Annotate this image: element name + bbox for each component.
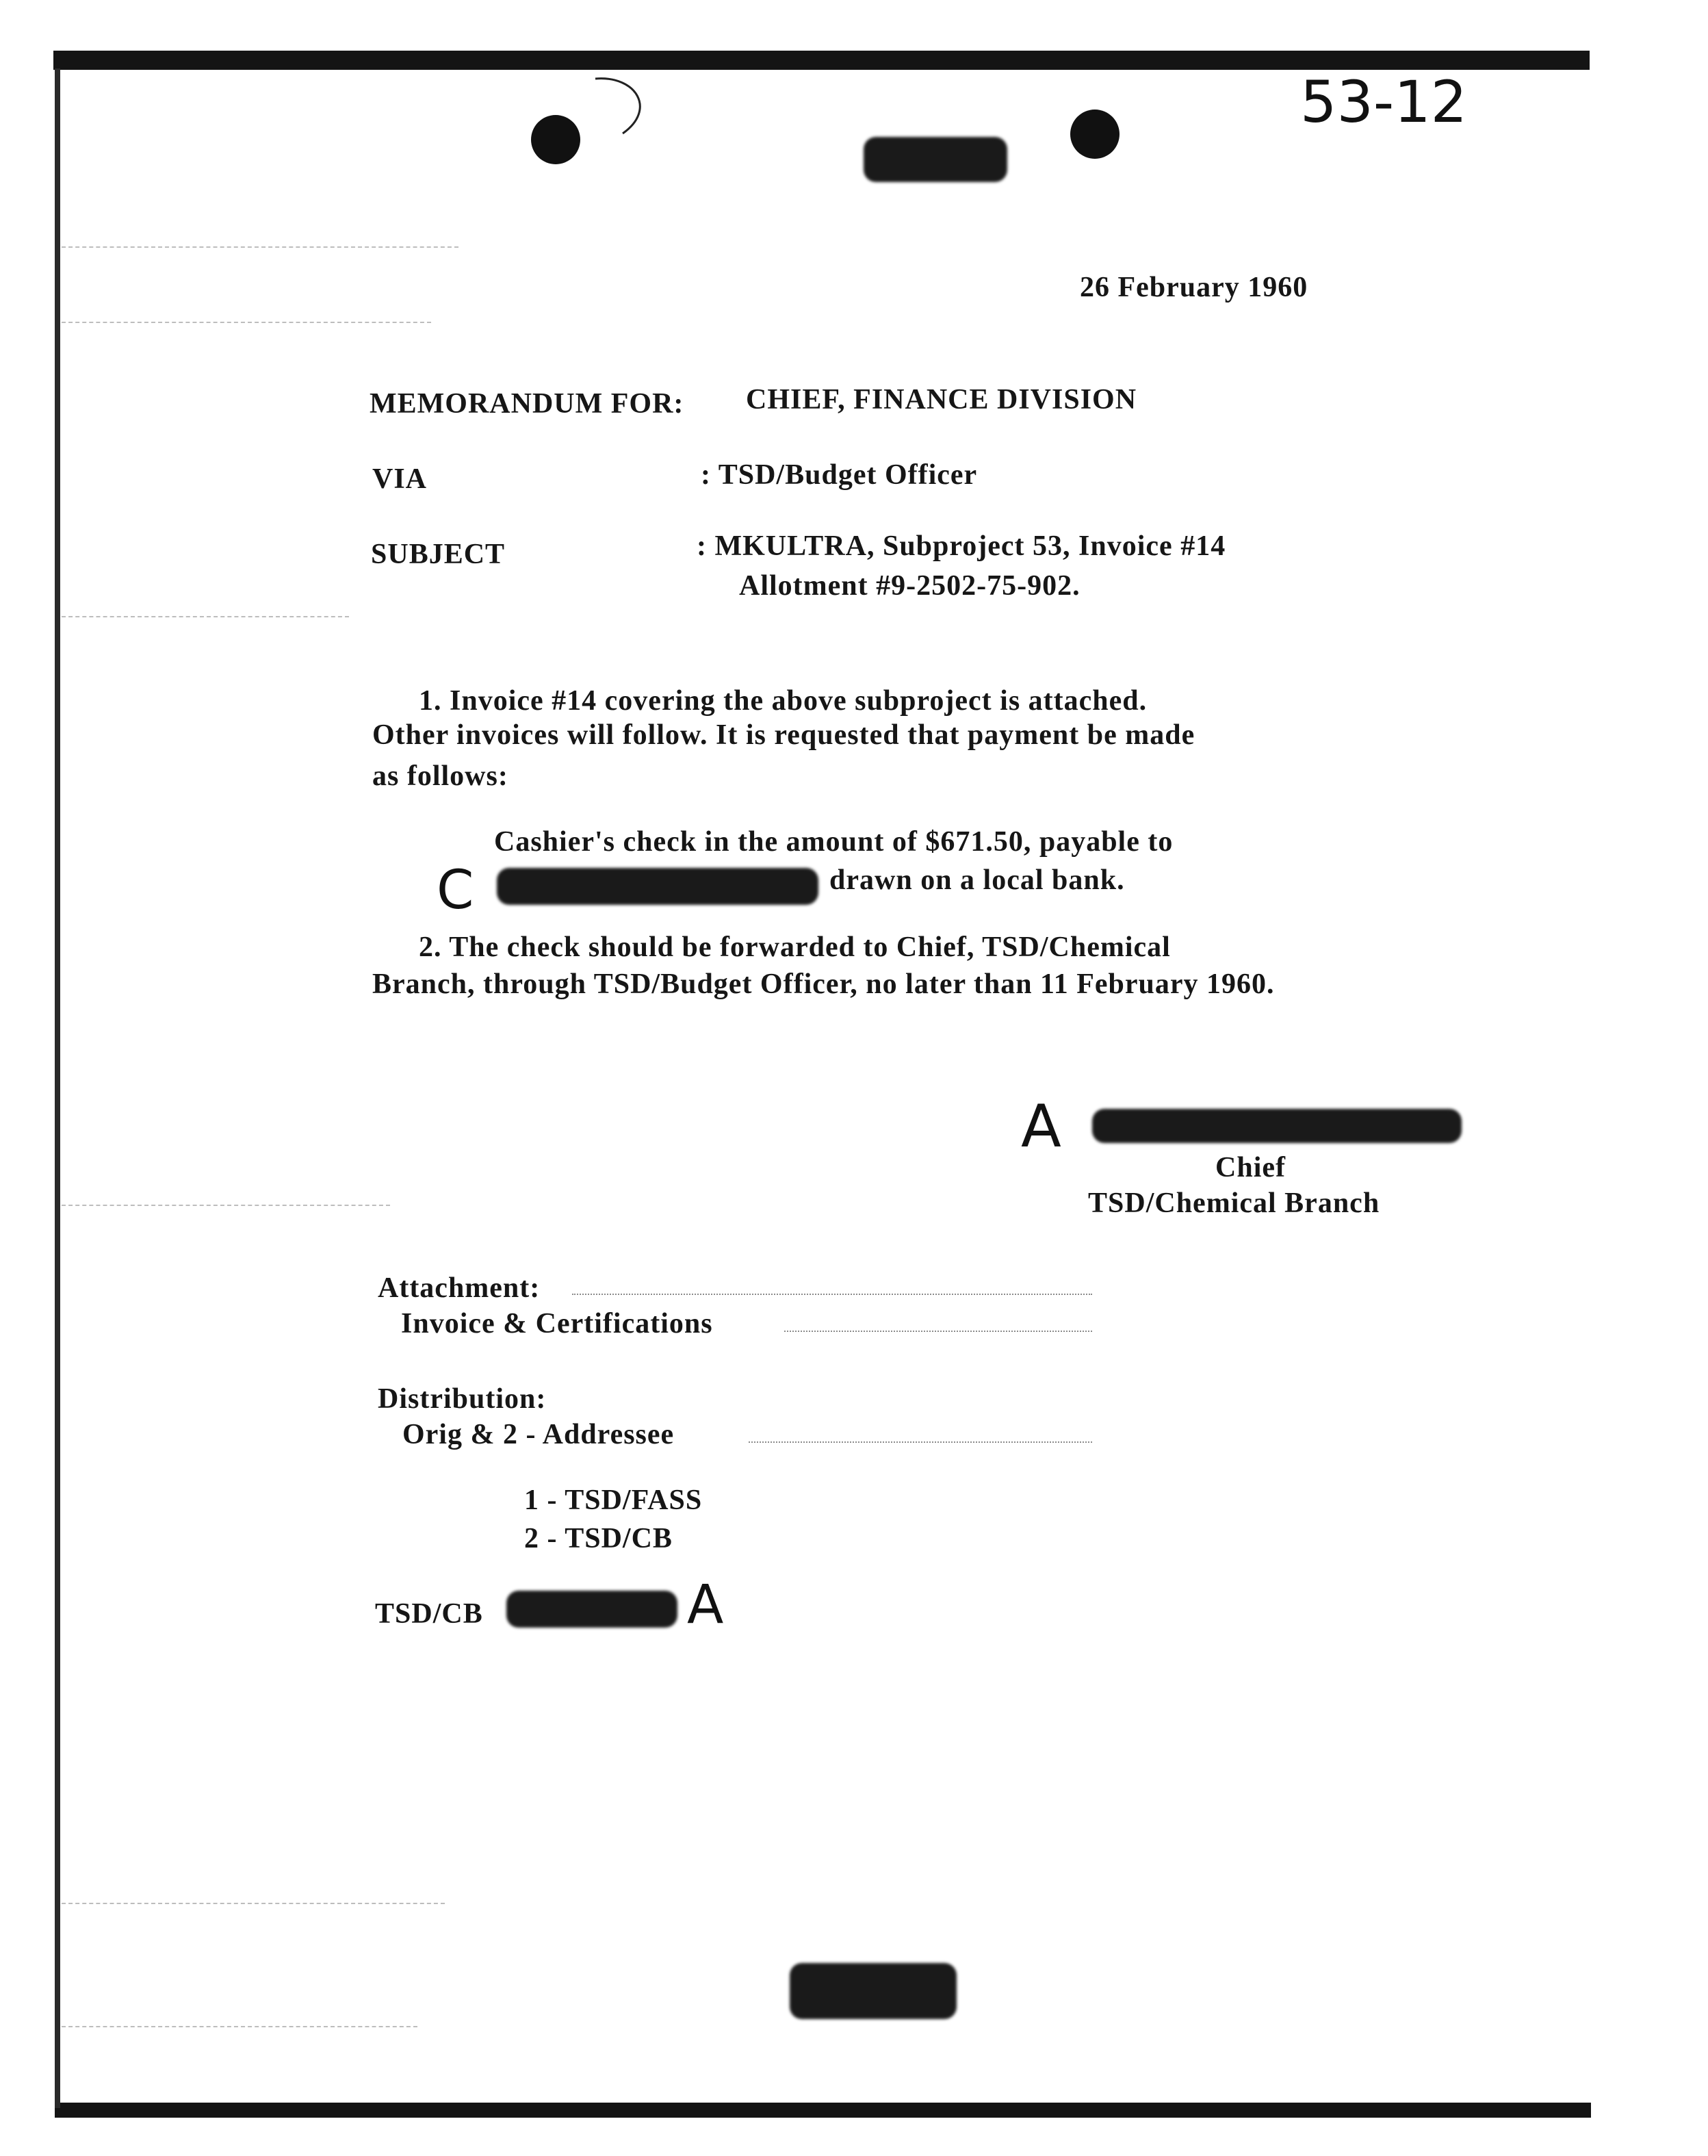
paragraph-1-line-2: Other invoices will follow. It is requested that payment be made bbox=[372, 719, 1195, 751]
via-label: VIA bbox=[372, 463, 428, 495]
scan-noise bbox=[62, 1903, 445, 1904]
attachment-item: Invoice & Certifications bbox=[401, 1308, 713, 1339]
scan-noise bbox=[62, 616, 349, 617]
subject-line-1: : MKULTRA, Subproject 53, Invoice #14 bbox=[697, 530, 1226, 562]
attachment-label: Attachment: bbox=[378, 1272, 541, 1304]
check-line-2: drawn on a local bank. bbox=[829, 864, 1125, 896]
check-line-1: Cashier's check in the amount of $671.50, payable to bbox=[494, 826, 1174, 858]
form-rule bbox=[784, 1331, 1092, 1332]
redaction-bottom bbox=[790, 1963, 957, 2019]
memo-date: 26 February 1960 bbox=[1080, 272, 1308, 303]
redaction-signature bbox=[1092, 1109, 1462, 1143]
pencil-curve-mark bbox=[582, 68, 657, 144]
handwritten-c-mark: C bbox=[437, 860, 474, 921]
scan-noise bbox=[62, 322, 431, 323]
redaction-top bbox=[864, 137, 1007, 182]
distribution-line-1: Orig & 2 - Addressee bbox=[402, 1419, 675, 1450]
redaction-initials bbox=[506, 1591, 677, 1628]
distribution-line-2: 1 - TSD/FASS bbox=[524, 1485, 703, 1516]
originator-code: TSD/CB bbox=[375, 1598, 483, 1630]
memorandum-for-value: CHIEF, FINANCE DIVISION bbox=[746, 384, 1137, 415]
memorandum-for-label: MEMORANDUM FOR: bbox=[370, 388, 684, 420]
punch-hole-left bbox=[531, 115, 580, 164]
scan-left-edge bbox=[55, 68, 60, 2108]
punch-hole-right bbox=[1070, 110, 1120, 159]
redaction-payee bbox=[497, 868, 818, 905]
handwritten-a-footer-mark: A bbox=[687, 1574, 724, 1636]
paragraph-2-line-1: 2. The check should be forwarded to Chief, TSD/Chemical bbox=[419, 932, 1171, 963]
distribution-line-3: 2 - TSD/CB bbox=[524, 1523, 673, 1554]
paragraph-1-line-1: 1. Invoice #14 covering the above subproject is attached. bbox=[419, 685, 1148, 717]
scan-top-edge bbox=[53, 51, 1590, 70]
signer-title-line-1: Chief bbox=[1215, 1152, 1286, 1183]
file-number: 53-12 bbox=[1300, 68, 1468, 136]
paragraph-1-line-3: as follows: bbox=[372, 760, 508, 792]
form-rule bbox=[749, 1441, 1092, 1443]
scan-noise bbox=[62, 2026, 417, 2027]
scan-noise bbox=[62, 1205, 390, 1206]
form-rule bbox=[572, 1294, 1092, 1295]
signer-title-line-2: TSD/Chemical Branch bbox=[1088, 1188, 1380, 1219]
scan-bottom-edge bbox=[55, 2103, 1591, 2118]
subject-line-2: Allotment #9-2502-75-902. bbox=[739, 570, 1081, 602]
distribution-label: Distribution: bbox=[378, 1383, 547, 1415]
subject-label: SUBJECT bbox=[371, 539, 506, 570]
via-value: : TSD/Budget Officer bbox=[701, 459, 978, 491]
scan-noise bbox=[62, 246, 458, 248]
handwritten-a-signature-mark: A bbox=[1021, 1092, 1061, 1161]
paragraph-2-line-2: Branch, through TSD/Budget Officer, no later than 11 February 1960. bbox=[372, 968, 1275, 1000]
